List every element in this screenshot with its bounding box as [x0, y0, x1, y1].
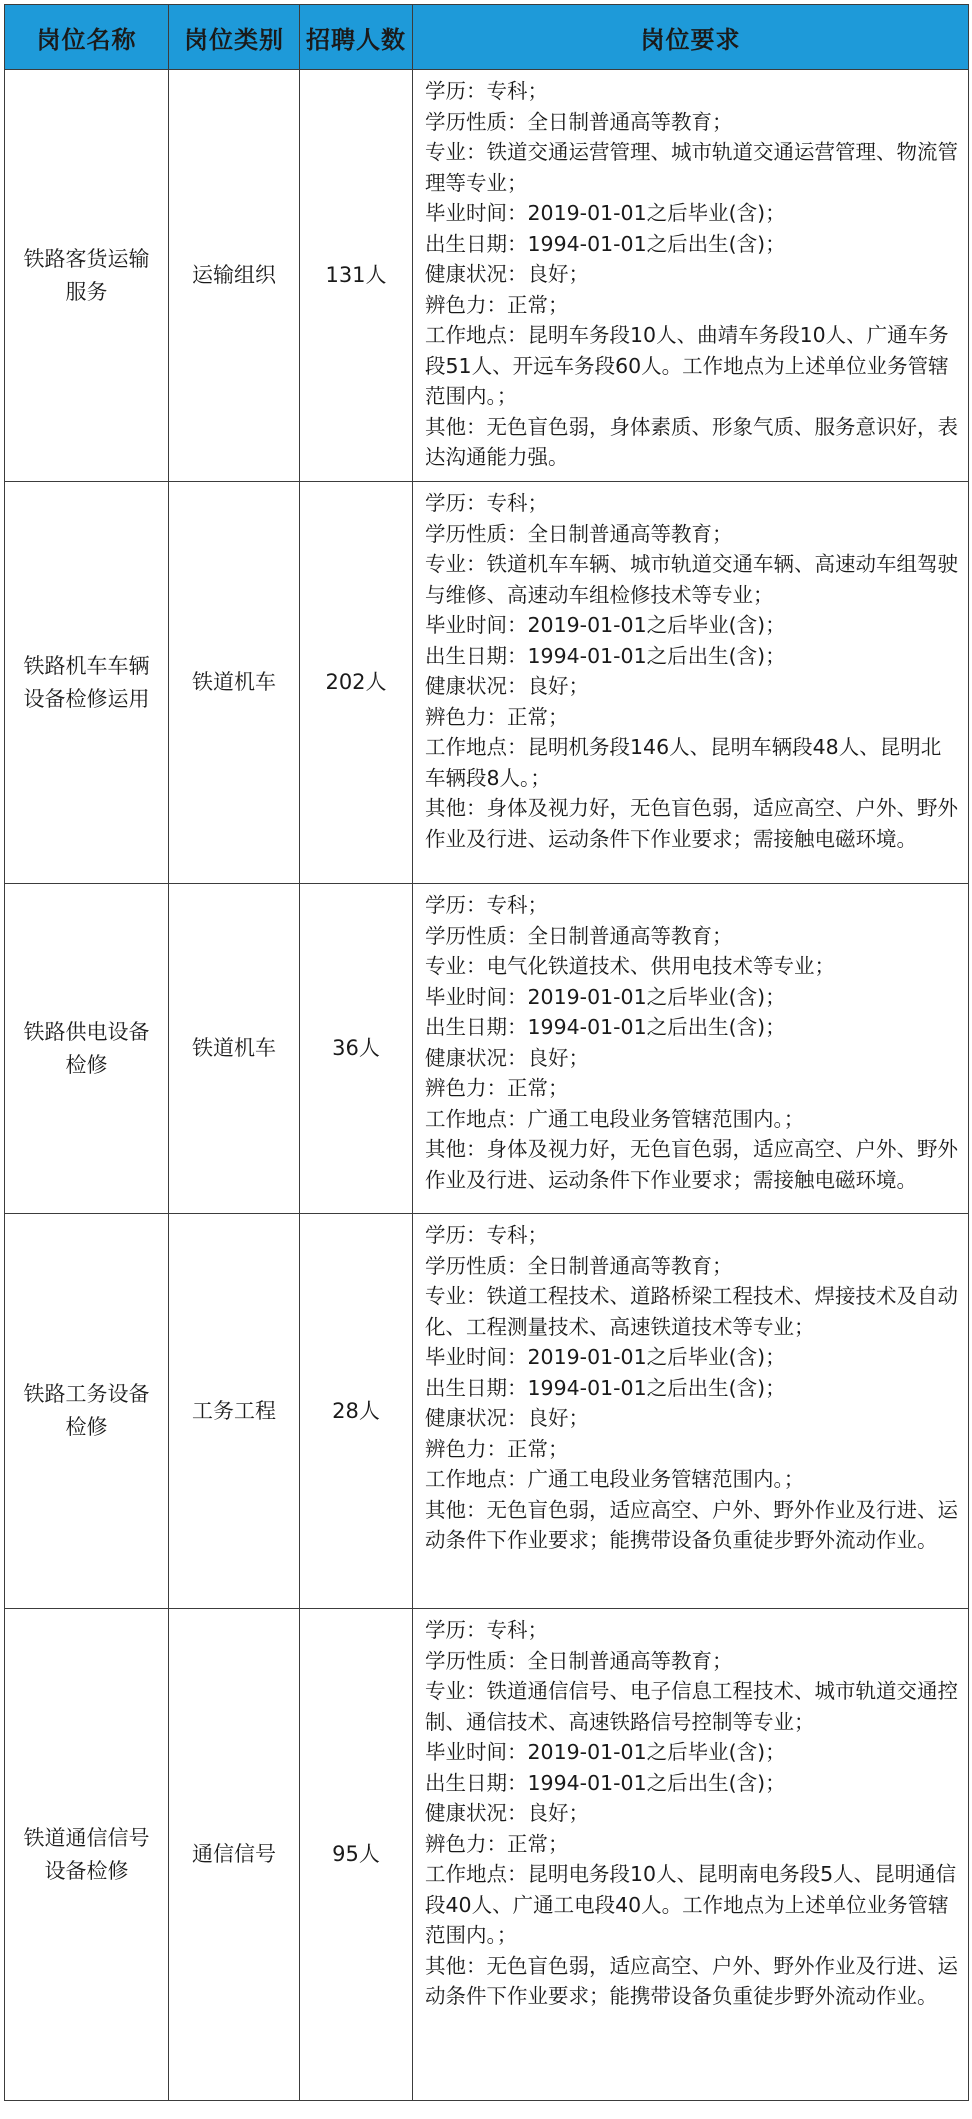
table-row [5, 1214, 969, 1609]
requirement-line: 辨色力：正常； [425, 292, 569, 317]
requirement-line: 专业：铁道工程技术、道路桥梁工程技术、焊接技术及自动化、工程测量技术、高速铁道技术等专业； [425, 1284, 958, 1339]
table-row [5, 482, 969, 884]
requirement-line: 专业：铁道机车车辆、城市轨道交通车辆、高速动车组驾驶与维修、高速动车组检修技术等专业； [425, 552, 958, 607]
requirement-line: 毕业时间：2019-01-01之后毕业(含)； [425, 201, 786, 225]
requirement-line: 工作地点：广通工电段业务管辖范围内。； [425, 1467, 805, 1491]
position-name-cell: 铁路客货运输服务 [5, 70, 169, 482]
requirement-line: 辨色力：正常； [425, 1076, 569, 1100]
position-category-cell: 运输组织 [169, 70, 300, 482]
requirement-line: 出生日期：1994-01-01之后出生(含)； [425, 1770, 786, 1795]
requirement-line: 学历性质：全日制普通高等教育； [425, 923, 733, 948]
table-row [5, 884, 969, 1214]
requirements-cell [413, 884, 969, 1214]
table-body [5, 70, 969, 2101]
requirement-line: 学历：专科； [425, 79, 548, 103]
position-category-cell: 通信信号 [169, 1609, 300, 2101]
requirement-line: 其他：身体及视力好，无色盲色弱，适应高空、户外、野外作业及行进、运动条件下作业要求；需接触电磁环境。 [425, 796, 958, 851]
requirement-line: 学历性质：全日制普通高等教育； [425, 521, 733, 546]
requirement-line: 出生日期：1994-01-01之后出生(含)； [425, 643, 786, 668]
requirement-line: 健康状况：良好； [425, 674, 589, 698]
position-category-cell: 铁道机车 [169, 482, 300, 884]
requirement-line: 出生日期：1994-01-01之后出生(含)； [425, 1375, 786, 1400]
requirement-line: 学历性质：全日制普通高等教育； [425, 109, 733, 134]
requirement-line: 学历：专科； [425, 1618, 548, 1642]
requirement-line: 工作地点：昆明机务段146人、昆明车辆段48人、昆明北车辆段8人。； [425, 735, 942, 790]
hiring-count-cell: 202人 [300, 482, 413, 884]
requirements-cell [413, 1609, 969, 2101]
requirement-line: 毕业时间：2019-01-01之后毕业(含)； [425, 613, 786, 637]
position-category-cell: 铁道机车 [169, 884, 300, 1214]
requirement-line: 毕业时间：2019-01-01之后毕业(含)； [425, 1740, 786, 1764]
requirement-line: 辨色力：正常； [425, 1436, 569, 1461]
recruitment-table-container [4, 4, 968, 2101]
hiring-count-cell: 36人 [300, 884, 413, 1214]
header-requirements: 岗位要求 [413, 5, 969, 70]
header-hiring-count: 招聘人数 [300, 5, 413, 70]
position-name-cell: 铁路供电设备检修 [5, 884, 169, 1214]
position-category-cell: 工务工程 [169, 1214, 300, 1609]
requirement-line: 工作地点：广通工电段业务管辖范围内。； [425, 1106, 805, 1131]
requirements-cell [413, 482, 969, 884]
table-row [5, 70, 969, 482]
hiring-count-cell: 95人 [300, 1609, 413, 2101]
requirement-line: 学历性质：全日制普通高等教育； [425, 1253, 733, 1278]
requirement-line: 健康状况：良好； [425, 262, 589, 286]
requirement-line: 专业：铁道交通运营管理、城市轨道交通运营管理、物流管理等专业； [425, 140, 958, 195]
requirement-line: 其他：无色盲色弱，适应高空、户外、野外作业及行进、运动条件下作业要求；能携带设备负重徒步野外流动作业。 [425, 1953, 958, 2008]
header-position-category: 岗位类别 [169, 5, 300, 70]
requirement-line: 其他：无色盲色弱，适应高空、户外、野外作业及行进、运动条件下作业要求；能携带设备负重徒步野外流动作业。 [425, 1497, 958, 1552]
requirement-line: 辨色力：正常； [425, 1831, 569, 1856]
requirement-line: 学历性质：全日制普通高等教育； [425, 1648, 733, 1673]
requirement-line: 工作地点：昆明车务段10人、曲靖车务段10人、广通车务段51人、开远车务段60人。工作地点为上述单位业务管辖范围内。； [425, 323, 949, 408]
requirement-line: 健康状况：良好； [425, 1406, 589, 1430]
requirement-line: 辨色力：正常； [425, 704, 569, 729]
requirement-line: 工作地点：昆明电务段10人、昆明南电务段5人、昆明通信段40人、广通工电段40人。工作地点为上述单位业务管辖范围内。； [425, 1862, 957, 1947]
requirement-line: 学历：专科； [425, 893, 548, 917]
requirement-line: 健康状况：良好； [425, 1801, 589, 1825]
header-position-name: 岗位名称 [5, 5, 169, 70]
requirement-line: 出生日期：1994-01-01之后出生(含)； [425, 1015, 786, 1039]
requirements-cell [413, 70, 969, 482]
hiring-count-cell: 131人 [300, 70, 413, 482]
position-name-cell: 铁道通信信号设备检修 [5, 1609, 169, 2101]
requirement-line: 学历：专科； [425, 1223, 548, 1247]
position-name-cell: 铁路机车车辆设备检修运用 [5, 482, 169, 884]
requirement-line: 毕业时间：2019-01-01之后毕业(含)； [425, 1345, 786, 1369]
hiring-count-cell: 28人 [300, 1214, 413, 1609]
table-header-row [5, 5, 969, 70]
recruitment-table [4, 4, 969, 2101]
requirement-line: 其他：身体及视力好，无色盲色弱，适应高空、户外、野外作业及行进、运动条件下作业要求；需接触电磁环境。 [425, 1137, 958, 1192]
requirement-line: 学历：专科； [425, 491, 548, 515]
requirement-line: 专业：电气化铁道技术、供用电技术等专业； [425, 954, 835, 978]
requirements-cell [413, 1214, 969, 1609]
requirement-line: 健康状况：良好； [425, 1045, 589, 1070]
table-row [5, 1609, 969, 2101]
requirement-line: 毕业时间：2019-01-01之后毕业(含)； [425, 984, 786, 1009]
requirement-line: 出生日期：1994-01-01之后出生(含)； [425, 231, 786, 256]
position-name-cell: 铁路工务设备检修 [5, 1214, 169, 1609]
requirement-line: 专业：铁道通信信号、电子信息工程技术、城市轨道交通控制、通信技术、高速铁路信号控制等专业； [425, 1679, 958, 1734]
requirement-line: 其他：无色盲色弱，身体素质、形象气质、服务意识好，表达沟通能力强。 [425, 414, 958, 469]
